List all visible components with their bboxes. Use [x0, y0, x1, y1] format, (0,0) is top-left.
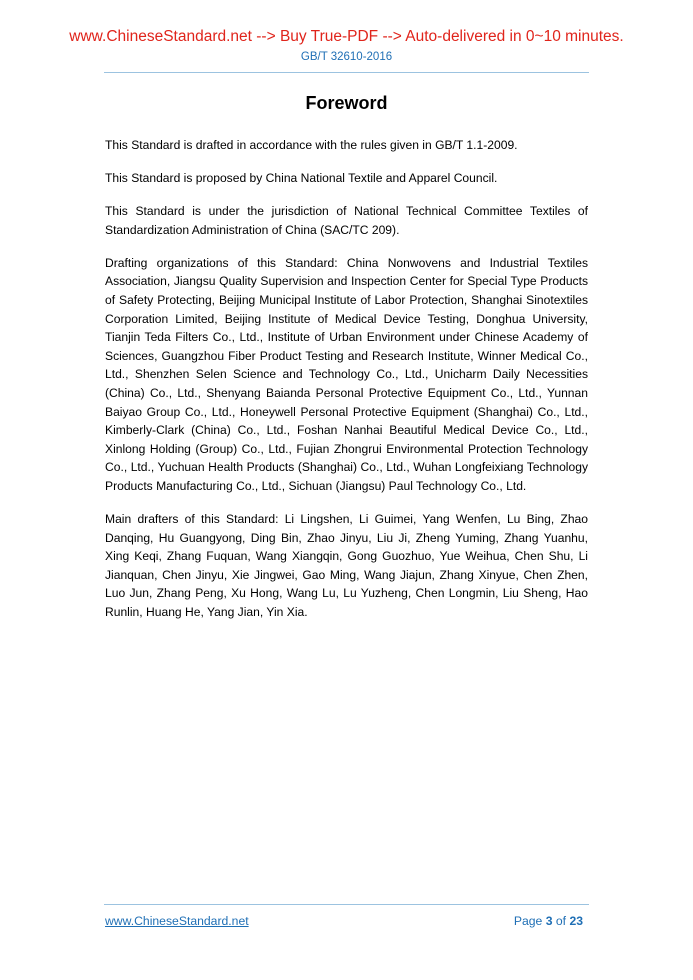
paragraph-proposed-by: This Standard is proposed by China National Textile and Apparel Council. [105, 171, 498, 186]
top-banner[interactable]: www.ChineseStandard.net --> Buy True-PDF --> Auto-delivered in 0~10 minutes. [69, 28, 624, 45]
paragraph-drafting-organizations: Drafting organizations of this Standard: China Nonwovens and Industrial Textiles Association, Jiangsu Quality Supervision and Inspection Center for Special Type Products of Safety Protecting, Beijing Municipal Institute of Labor Protection, Shanghai Sinotextiles Corporation Limited, Beijing Institute of Medical Device Testing, Donghua University, Tianjin Teda Filters Co., Ltd., Institute of Urban Environment under Chinese Academy of Sciences, Guangzhou Fiber Product Testing and Research Institute, Winner Medical Co., Ltd., Shenzhen Selen Science and Technology Co., Ltd., Unicharm Daily Necessities (China) Co., Ltd., Shenyang Baianda Personal Protective Equipment Co., Ltd., Yunnan Baiyao Group Co., Ltd., Honeywell Personal Protective Equipment (Shanghai) Co., Ltd., Kimberly-Clark (China) Co., Ltd., Foshan Nanhai Beautiful Medical Device Co., Ltd., Xinlong Holding (Group) Co., Ltd., Fujian Zhongrui Environmental Protection Technology Co., Ltd., Yuchuan Health Products (Shanghai) Co., Ltd., Wuhan Longfeixiang Technology Products Manufacturing Co., Ltd., Sichuan (Jiangsu) Paul Technology Co., Ltd. [105, 255, 588, 493]
page-total: 23 [569, 914, 583, 928]
paragraph-main-drafters: Main drafters of this Standard: Li Lingshen, Li Guimei, Yang Wenfen, Lu Bing, Zhao Danqing, Hu Guangyong, Ding Bin, Zhao Jinyu, Liu Ji, Zheng Yuming, Zhang Yuanhu, Xing Keqi, Zhang Fuquan, Wang Xiangqin, Gong Guozhuo, Yue Weihua, Chen Shu, Li Jianquan, Chen Jinyu, Xie Jingwei, Gao Ming, Wang Jiajun, Zhang Xinyue, Chen Zhen, Luo Jun, Zhang Peng, Xu Hong, Wang Lu, Lu Yuzheng, Chen Longmin, Liu Sheng, Hao Runlin, Huang He, Yang Jian, Yin Xia. [105, 512, 588, 620]
header-divider [104, 72, 589, 73]
foreword-body [105, 136, 588, 636]
paragraph-drafting-rules: This Standard is drafted in accordance with the rules given in GB/T 1.1-2009. [105, 138, 518, 152]
page-title: Foreword [305, 93, 388, 113]
page-current: 3 [545, 914, 553, 928]
page-label: Page [513, 914, 543, 928]
footer-website-link[interactable]: www.ChineseStandard.net [105, 914, 249, 928]
paragraph-jurisdiction: This Standard is under the jurisdiction of National Technical Committee Textiles of Standardization Administration of China (SAC/TC 209). [105, 204, 588, 237]
page-of-label: of [555, 914, 567, 928]
document-code: GB/T 32610-2016 [300, 51, 393, 63]
footer-divider [104, 904, 589, 905]
page-number [514, 914, 583, 929]
